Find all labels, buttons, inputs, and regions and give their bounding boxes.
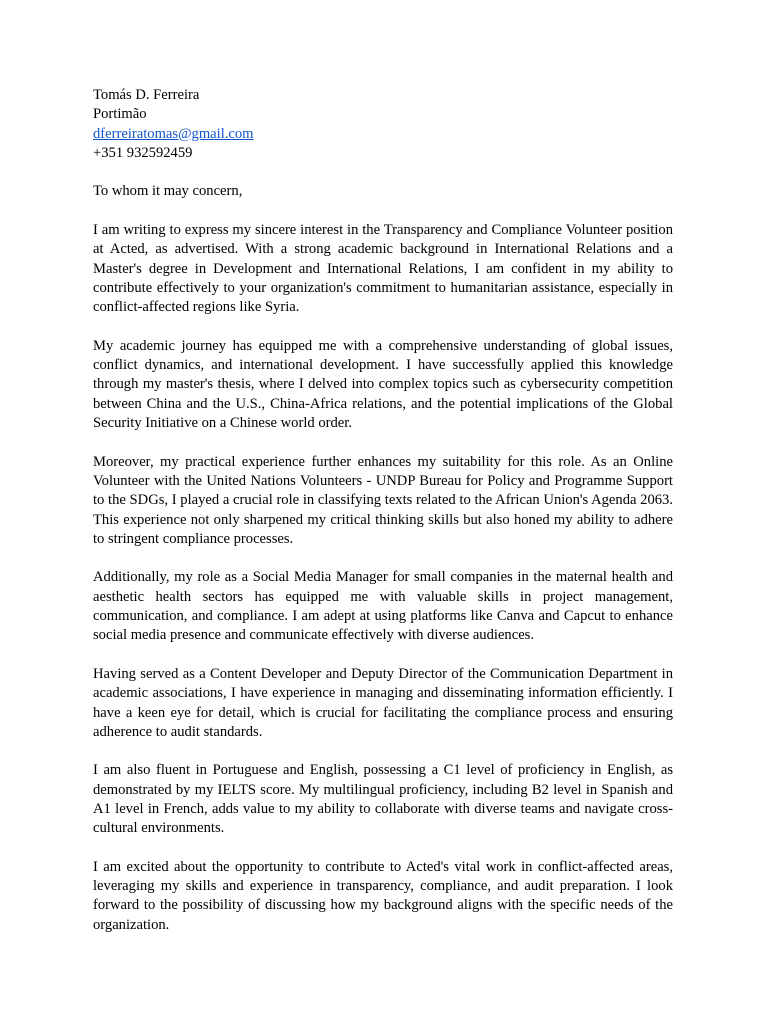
letter-page [93, 86, 673, 935]
sender-block [93, 86, 673, 163]
paragraph-languages: I am also fluent in Portuguese and English, possessing a C1 level of proficiency in English, as demonstrated by my IELTS score. My multilingual proficiency, including B2 level in Spanish and A1 level in French, adds value to my ability to collaborate with diverse teams and navigate cross-cultural environments. [93, 762, 673, 837]
paragraph-academic: My academic journey has equipped me with a comprehensive understanding of global issues, conflict dynamics, and international development. I have successfully applied this knowledge through my master's thesis, where I delved into complex topics such as cybersecurity competition between China and the U.S., China-Africa relations, and the potential implications of the Global Security Initiative on a Chinese world order. [93, 337, 673, 432]
paragraph-social-media: Additionally, my role as a Social Media Manager for small companies in the maternal health and aesthetic health sectors has equipped me with valuable skills in project management, communication, and compliance. I am adept at using platforms like Canva and Capcut to enhance social media presence and communicate effectively with diverse audiences. [93, 569, 673, 644]
sender-phone: +351 932592459 [93, 144, 193, 161]
greeting: To whom it may concern, [93, 183, 243, 200]
paragraph-closing: I am excited about the opportunity to contribute to Acted's vital work in conflict-affected areas, leveraging my skills and experience in transparency, compliance, and audit preparation. I look forward to the possibility of discussing how my background aligns with the specific needs of the organization. [93, 858, 673, 933]
sender-email-line [93, 125, 673, 144]
sender-name: Tomás D. Ferreira [93, 87, 200, 103]
sender-city: Portimão [93, 106, 147, 123]
paragraph-content-developer: Having served as a Content Developer and Deputy Director of the Communication Department in academic associations, I have experience in managing and disseminating information efficiently. I have a keen eye for detail, which is crucial for facilitating the compliance process and ensuring adherence to audit standards. [93, 665, 673, 740]
paragraph-intro: I am writing to express my sincere interest in the Transparency and Compliance Volunteer position at Acted, as advertised. With a strong academic background in International Relations and a Master's degree in Development and International Relations, I am confident in my ability to contribute effectively to your organization's commitment to humanitarian assistance, especially in conflict-affected regions like Syria. [93, 222, 673, 316]
sender-email-link[interactable]: dferreiratomas@gmail.com [93, 125, 254, 142]
paragraph-practical: Moreover, my practical experience further enhances my suitability for this role. As an Online Volunteer with the United Nations Volunteers - UNDP Bureau for Policy and Programme Support to the SDGs, I played a crucial role in classifying texts related to the African Union's Agenda 2063. This experience not only sharpened my critical thinking skills but also honed my ability to adhere to stringent compliance processes. [93, 453, 673, 547]
